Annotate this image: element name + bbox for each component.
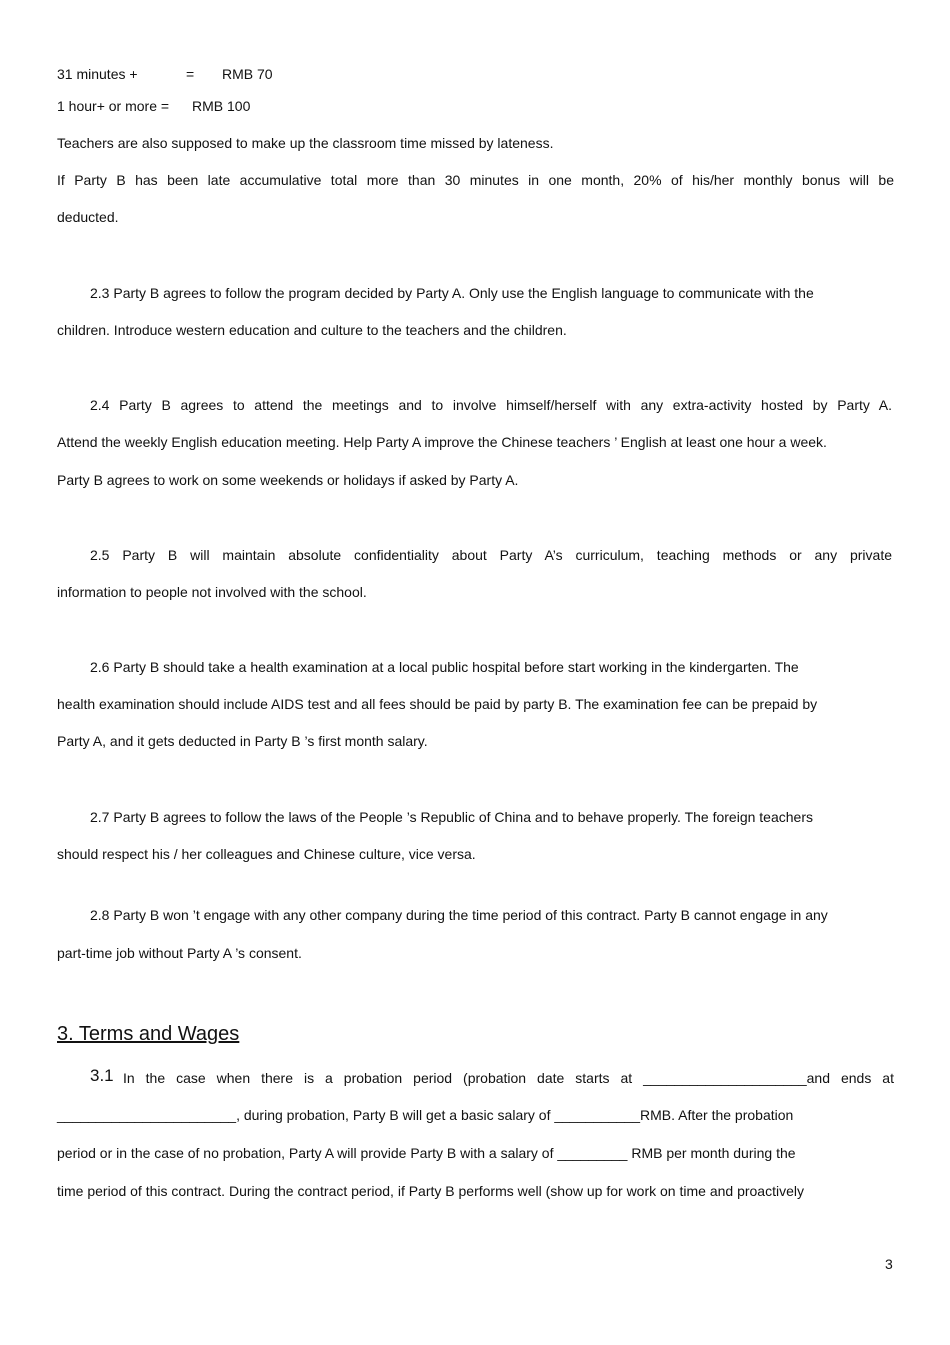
clause-2-8-line-2: part-time job without Party A ’s consent. bbox=[57, 945, 302, 961]
lateness-line-2: deducted. bbox=[57, 209, 119, 225]
clause-3-1-number: 3.1 bbox=[90, 1066, 114, 1085]
clause-2-8-line-1: 2.8 Party B won ’t engage with any other company during the time period of this contract. Party B cannot engage in any bbox=[90, 907, 828, 923]
clause-3-1-line-4: time period of this contract. During the contract period, if Party B performs well (show up for work on time and proactively bbox=[57, 1183, 804, 1199]
clause-3-1-line-2: _______________________, during probation, Party B will get a basic salary of ___________RMB. After the probation bbox=[57, 1107, 794, 1123]
fee-row-1-label: 31 minutes + bbox=[57, 66, 138, 82]
lateness-line-1: If Party B has been late accumulative total more than 30 minutes in one month, 20% of his/her monthly bonus will be bbox=[57, 172, 894, 188]
clause-2-3-line-2: children. Introduce western education and culture to the teachers and the children. bbox=[57, 322, 567, 338]
clause-2-4-line-2: Attend the weekly English education meeting. Help Party A improve the Chinese teachers ’ English at least one hour a week. bbox=[57, 434, 827, 450]
clause-2-7-line-1: 2.7 Party B agrees to follow the laws of the People ’s Republic of China and to behave properly. The foreign teachers bbox=[90, 809, 813, 825]
clause-2-5-line-2: information to people not involved with the school. bbox=[57, 584, 367, 600]
clause-2-6-line-2: health examination should include AIDS test and all fees should be paid by party B. The examination fee can be prepaid by bbox=[57, 696, 818, 712]
clause-3-1-line-3: period or in the case of no probation, Party A will provide Party B with a salary of _________ RMB per month during the bbox=[57, 1145, 796, 1161]
fee-row-2-label: 1 hour+ or more = bbox=[57, 98, 170, 114]
makeup-time-line: Teachers are also supposed to make up the classroom time missed by lateness. bbox=[57, 135, 554, 151]
clause-2-3-line-1: 2.3 Party B agrees to follow the program decided by Party A. Only use the English language to communicate with the bbox=[90, 285, 814, 301]
clause-2-7-line-2: should respect his / her colleagues and Chinese culture, vice versa. bbox=[57, 846, 476, 862]
clause-2-4-line-1: 2.4 Party B agrees to attend the meetings and to involve himself/herself with any extra-activity hosted by Party A. bbox=[90, 397, 892, 413]
fee-row-1-equals: = bbox=[186, 66, 195, 82]
page-number: 3 bbox=[885, 1256, 893, 1272]
fee-row-1-value: RMB 70 bbox=[222, 66, 273, 82]
section-3-heading: 3. Terms and Wages bbox=[57, 1023, 240, 1045]
clause-2-4-line-3: Party B agrees to work on some weekends or holidays if asked by Party A. bbox=[57, 472, 519, 488]
clause-2-6-line-3: Party A, and it gets deducted in Party B ’s first month salary. bbox=[57, 733, 428, 749]
fee-row-2-value: RMB 100 bbox=[192, 98, 251, 114]
clause-2-6-line-1: 2.6 Party B should take a health examination at a local public hospital before start working in the kindergarten. The bbox=[90, 659, 799, 675]
clause-3-1-line-1: In the case when there is a probation period (probation date starts at _____________________and ends at bbox=[123, 1070, 894, 1086]
clause-2-5-line-1: 2.5 Party B will maintain absolute confidentiality about Party A’s curriculum, teaching methods or any private bbox=[90, 547, 892, 563]
